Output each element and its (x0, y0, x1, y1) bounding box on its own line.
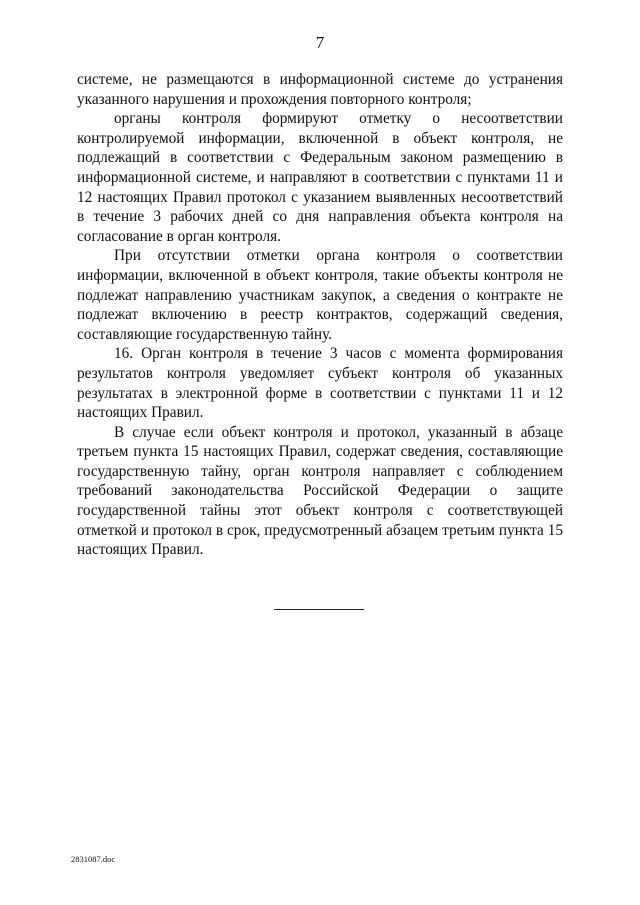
paragraph-control-bodies: органы контроля формируют отметку о несоответствии контролируемой информации, включенной в объект контроля, не подлежащий в соответствии с Федеральным законом размещению в информационной системе, и направляют в соответствии с пунктами 11 и 12 настоящих Правил протокол с указанием выявленных несоответствий в течение 3 рабочих дней со дня направления объекта контроля на согласование в орган контроля. (77, 110, 563, 245)
page-number: 7 (315, 33, 325, 52)
paragraph-item-16: 16. Орган контроля в течение 3 часов с момента формирования результатов контроля уведомляет субъект контроля об указанных результатах в электронной форме в соответствии с пунктами 11 и 12 настоящих Правил. (77, 345, 563, 422)
paragraph-no-mark: При отсутствии отметки органа контроля о соответствии информации, включенной в объект контроля, такие объекты контроля не подлежат направлению участникам закупок, а сведения о контракте не подлежат включению в реестр контрактов, содержащий сведения, составляющие государственную тайну. (77, 247, 563, 343)
end-separator-line (274, 609, 364, 610)
paragraph-state-secret: В случае если объект контроля и протокол, указанный в абзаце третьем пункта 15 настоящих Правил, содержат сведения, составляющие государственную тайну, орган контроля направляет с соблюдением требований законодательства Российской Федерации о защите государственной тайны этот объект контроля с соответствующей отметкой и протокол в срок, предусмотренный абзацем третьим пункта 15 настоящих Правил. (77, 423, 563, 559)
document-body (77, 70, 563, 560)
paragraph-continuation: системе, не размещаются в информационной системе до устранения указанного нарушения и прохождения повторного контроля; (77, 71, 563, 108)
document-file-id: 2831087.doc (71, 854, 116, 864)
